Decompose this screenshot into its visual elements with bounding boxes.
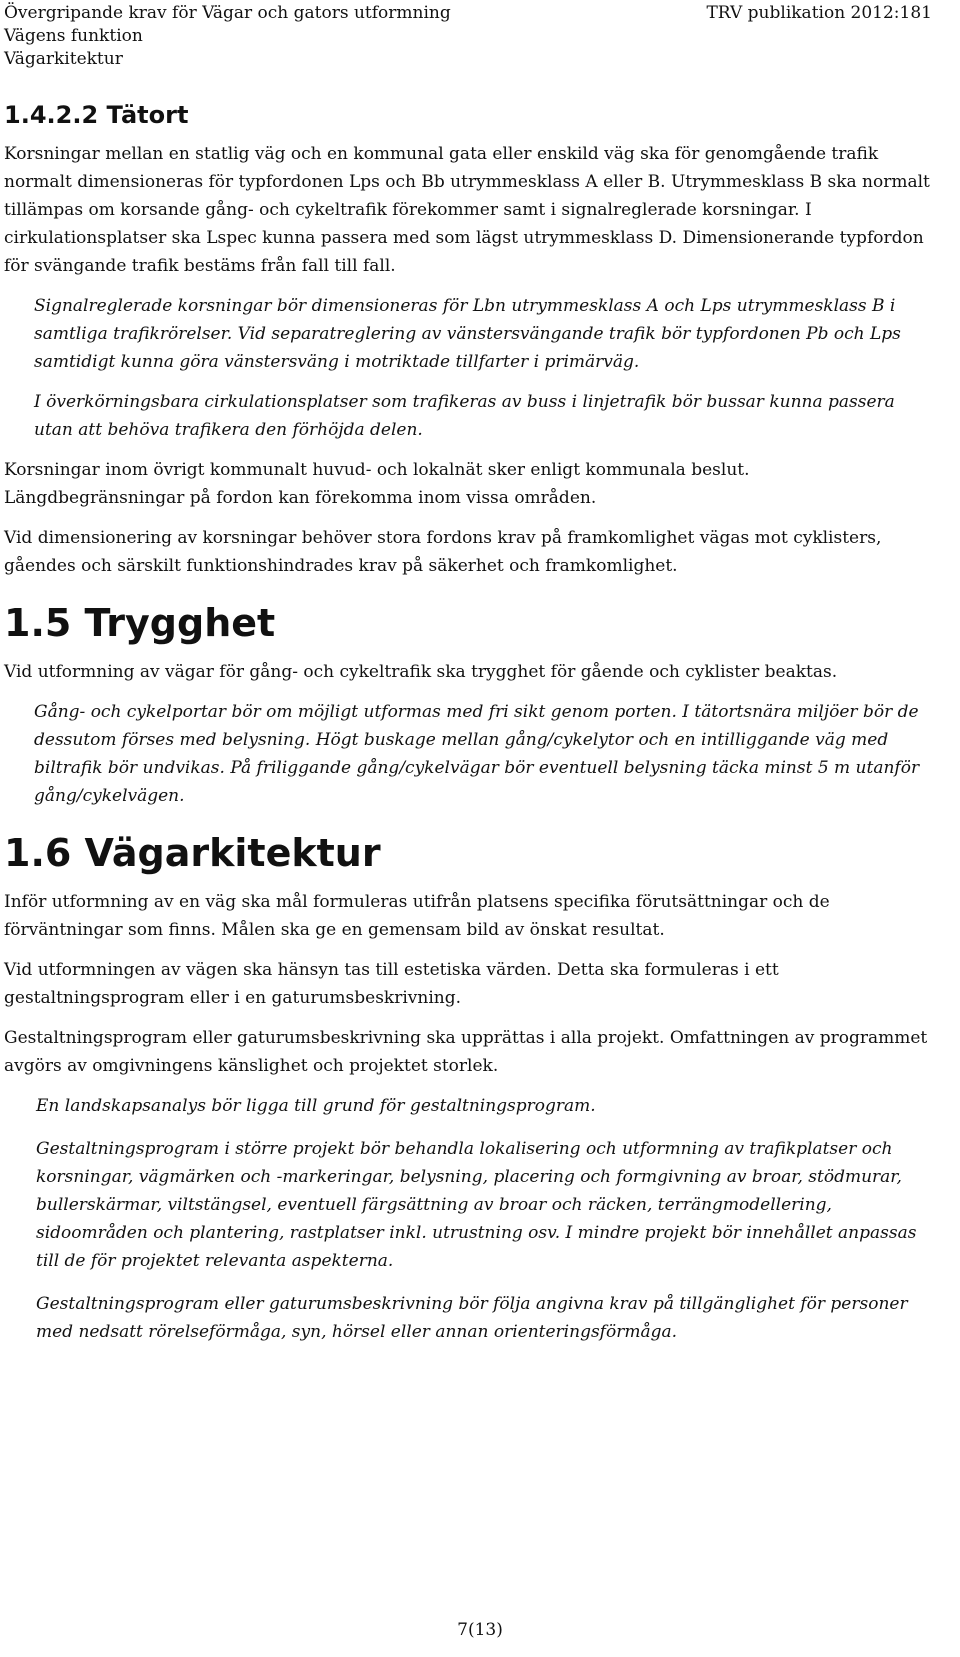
page-number: 7(13) <box>457 1620 503 1640</box>
tatort-paragraph-2a: Korsningar inom övrigt kommunalt huvud- och lokalnät sker enligt kommunala beslut. <box>4 460 750 480</box>
trygghet-paragraph-1: Vid utformning av vägar för gång- och cykeltrafik ska trygghet för gående och cyklister beaktas. <box>4 662 838 682</box>
vagarkitektur-paragraph-2: Vid utformningen av vägen ska hänsyn tas till estetiska värden. Detta ska formuleras i ett gestaltningsprogram eller i en gaturumsbeskrivning. <box>4 960 779 1008</box>
tatort-advice-1: Signalreglerade korsningar bör dimensioneras för Lbn utrymmesklass A och Lps utrymmesklass B i samtliga trafikrörelser. Vid separatreglering av vänstersvängande trafik bör typfordonen Pb och Lps samtidigt kunna göra vänstersväng i motriktade tillfarter i primärväg. <box>34 296 901 372</box>
page-header <box>4 2 932 71</box>
vagarkitektur-paragraph-1: Inför utformning av en väg ska mål formuleras utifrån platsens specifika förutsättningar och de förväntningar som finns. Målen ska ge en gemensam bild av önskat resultat. <box>4 892 830 940</box>
section-heading-trygghet: 1.5 Trygghet <box>4 601 276 645</box>
tatort-paragraph-1: Korsningar mellan en statlig väg och en kommunal gata eller enskild väg ska för genomgående trafik normalt dimensioneras för typfordonen Lps och Bb utrymmesklass A eller B. Utrymmesklass B ska normalt tillämpas om korsande gång- och cykeltrafik förekommer samt i signalreglerade korsningar. I cirkulationsplatser ska Lspec kunna passera med som lägst utrymmesklass D. Dimensionerande typfordon för svängande trafik bestäms från fall till fall. <box>4 144 930 276</box>
trygghet-advice-1: Gång- och cykelportar bör om möjligt utformas med fri sikt genom porten. I tätortsnära miljöer bör de dessutom förses med belysning. Högt buskage mellan gång/cykelytor och en intilliggande väg med biltrafik bör undvikas. På friliggande gång/cykelvägar bör eventuell belysning täcka minst 5 m utanför gång/cykelvägen. <box>34 702 920 806</box>
section-heading-tatort: 1.4.2.2 Tätort <box>4 101 189 129</box>
header-line-2: Vägens funktion <box>4 26 143 46</box>
vagarkitektur-advice-1: En landskapsanalys bör ligga till grund för gestaltningsprogram. <box>36 1096 596 1116</box>
header-line-3: Vägarkitektur <box>4 49 123 69</box>
page-content <box>4 100 934 1361</box>
tatort-paragraph-2b: Längdbegränsningar på fordon kan förekomma inom vissa områden. <box>4 488 597 508</box>
vagarkitektur-advice-3: Gestaltningsprogram eller gaturumsbeskrivning bör följa angivna krav på tillgänglighet för personer med nedsatt rörelseförmåga, syn, hörsel eller annan orienteringsförmåga. <box>36 1294 908 1342</box>
tatort-paragraph-3: Vid dimensionering av korsningar behöver stora fordons krav på framkomlighet vägas mot cyklisters, gåendes och särskilt funktionshindrades krav på säkerhet och framkomlighet. <box>4 528 882 576</box>
vagarkitektur-paragraph-3: Gestaltningsprogram eller gaturumsbeskrivning ska upprättas i alla projekt. Omfattningen av programmet avgörs av omgivningens känslighet och projektet storlek. <box>4 1028 928 1076</box>
header-publication: TRV publikation 2012:181 <box>706 3 932 23</box>
header-line-1: Övergripande krav för Vägar och gators utformning <box>4 3 451 23</box>
vagarkitektur-advice-2: Gestaltningsprogram i större projekt bör behandla lokalisering och utformning av trafikplatser och korsningar, vägmärken och -markeringar, belysning, placering och formgivning av broar, stödmurar, bullerskärmar, viltstängsel, eventuell färgsättning av broar och räcken, terrängmodellering, sidoområden och plantering, rastplatser inkl. utrustning osv. I mindre projekt bör innehållet anpassas till de för projektet relevanta aspekterna. <box>36 1139 917 1271</box>
tatort-advice-2: I överkörningsbara cirkulationsplatser som trafikeras av buss i linjetrafik bör bussar kunna passera utan att behöva trafikera den förhöjda delen. <box>34 392 895 440</box>
section-heading-vagarkitektur: 1.6 Vägarkitektur <box>4 831 381 875</box>
